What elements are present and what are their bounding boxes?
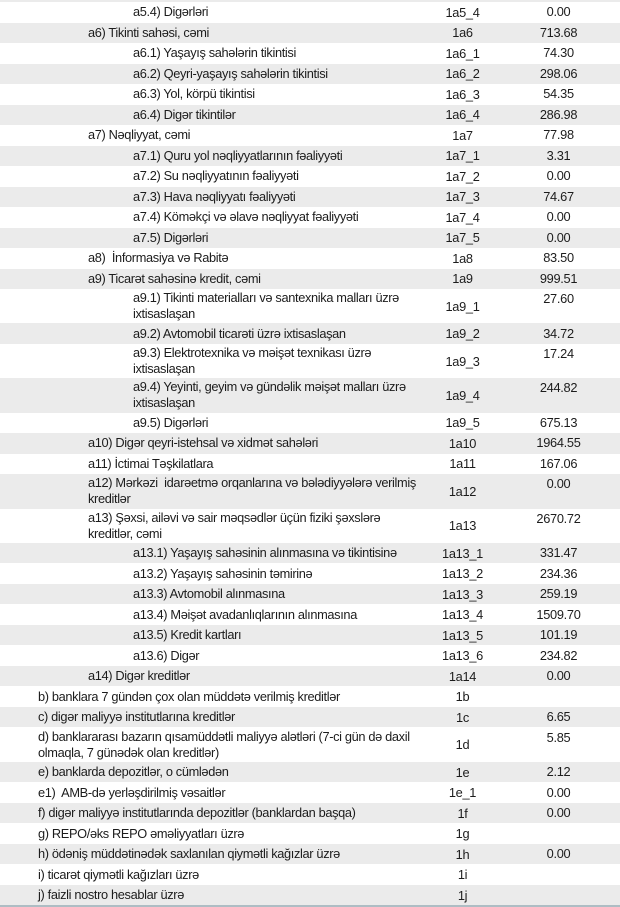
row-label: h) ödəniş müddətinədək saxlanılan qiymətli kağızlar üzrə xyxy=(38,846,340,862)
row-value: 34.72 xyxy=(543,325,574,341)
table-row xyxy=(0,563,620,584)
row-code: 1a6_3 xyxy=(445,86,480,102)
row-label: a5.4) Digərləri xyxy=(133,4,209,20)
row-label: a7.2) Su nəqliyyatının fəaliyyəti xyxy=(133,168,299,184)
table-row xyxy=(0,207,620,228)
row-label: a9) Ticarət sahəsinə kredit, cəmi xyxy=(88,270,261,286)
table-row xyxy=(0,146,620,167)
row-code: 1a14 xyxy=(448,668,477,684)
row-label: j) faizli nostro hesablar üzrə xyxy=(38,887,184,903)
row-label: f) digər maliyyə institutlarında depozitlər (banklardan başqa) xyxy=(38,805,356,821)
row-label: e1) AMB-də yerləşdirilmiş vəsaitlər xyxy=(38,784,226,800)
row-label: a7.5) Digərləri xyxy=(133,229,209,245)
table-row xyxy=(0,864,620,885)
table-row xyxy=(0,844,620,865)
row-code: 1a13_2 xyxy=(442,566,483,582)
row-label: a13.1) Yaşayış sahəsinin alınmasına və tikintisinə xyxy=(133,545,397,561)
row-label: g) REPO/əks REPO əməliyyatları üzrə xyxy=(38,825,245,841)
row-value: 234.36 xyxy=(539,565,578,581)
row-value: 331.47 xyxy=(539,545,578,561)
row-value: 259.19 xyxy=(539,586,578,602)
row-value: 0.00 xyxy=(546,168,571,184)
table-row xyxy=(0,23,620,44)
row-code: 1a9_4 xyxy=(445,387,480,403)
row-label: a13.3) Avtomobil alınmasına xyxy=(133,586,285,602)
row-code: 1a11 xyxy=(449,456,476,472)
table-row xyxy=(0,885,620,906)
row-value: 77.98 xyxy=(543,127,574,143)
row-value: 74.30 xyxy=(543,45,574,61)
row-label: a13.2) Yaşayış sahəsinin təmirinə xyxy=(133,565,313,581)
row-value xyxy=(497,823,620,844)
row-value: 713.68 xyxy=(539,24,578,40)
row-value: 0.00 xyxy=(546,476,571,492)
row-value: 27.60 xyxy=(543,291,574,307)
table-row xyxy=(0,378,620,412)
table-row xyxy=(0,686,620,707)
row-value: 2670.72 xyxy=(536,510,581,526)
row-value: 101.19 xyxy=(539,627,578,643)
table-row xyxy=(0,344,620,378)
row-label: i) ticarət qiymətli kağızları üzrə xyxy=(38,866,199,882)
row-value: 3.31 xyxy=(546,147,571,163)
row-code: 1a13_3 xyxy=(442,586,483,602)
row-value: 2.12 xyxy=(546,764,571,780)
row-label: a7.4) Köməkçi və əlavə nəqliyyat fəaliyyəti xyxy=(133,209,359,225)
row-code: 1f xyxy=(457,805,468,821)
row-value: 0.00 xyxy=(546,668,571,684)
row-label: b) banklara 7 gündən çox olan müddətə verilmiş kreditlər xyxy=(38,688,340,704)
row-label: a14) Digər kreditlər xyxy=(88,668,190,684)
row-label: a13.5) Kredit kartları xyxy=(133,627,242,643)
table-row xyxy=(0,228,620,249)
table-row xyxy=(0,584,620,605)
row-value: 5.85 xyxy=(546,729,571,745)
table-row xyxy=(0,323,620,344)
row-code: 1c xyxy=(456,709,469,725)
row-code: 1a6 xyxy=(452,25,473,41)
row-code: 1a6_2 xyxy=(445,66,480,82)
row-code: 1e_1 xyxy=(448,785,477,801)
row-code: 1a6_4 xyxy=(445,107,480,123)
row-value: 0.00 xyxy=(546,805,571,821)
row-value: 234.82 xyxy=(539,647,578,663)
row-code: 1b xyxy=(455,689,470,705)
row-value: 0.00 xyxy=(546,209,571,225)
row-label: a9.1) Tikinti materialları və santexnika malları üzrə ixtisaslaşan xyxy=(133,290,403,322)
row-value: 54.35 xyxy=(543,86,574,102)
table-row xyxy=(0,248,620,269)
row-value: 0.00 xyxy=(546,229,571,245)
row-value: 1509.70 xyxy=(536,606,581,622)
row-code: 1h xyxy=(455,846,470,862)
row-value: 0.00 xyxy=(546,4,571,20)
row-code: 1a7_2 xyxy=(445,168,480,184)
table-row xyxy=(0,433,620,454)
row-code: 1a12 xyxy=(448,483,477,499)
row-code: 1a13 xyxy=(448,518,477,534)
table-row xyxy=(0,64,620,85)
row-value: 286.98 xyxy=(539,106,578,122)
row-value: 0.00 xyxy=(546,784,571,800)
table-row xyxy=(0,43,620,64)
table-row xyxy=(0,782,620,803)
table-row xyxy=(0,823,620,844)
row-label: a6.3) Yol, körpü tikintisi xyxy=(133,86,255,102)
row-code: 1a6_1 xyxy=(445,45,480,61)
row-code: 1a9_5 xyxy=(445,415,480,431)
row-label: a6) Tikinti sahəsi, cəmi xyxy=(88,24,210,40)
row-label: a13.4) Məişət avadanlıqlarının alınmasına xyxy=(133,606,357,622)
row-code: 1a9_2 xyxy=(445,326,480,342)
row-code: 1a5_4 xyxy=(445,4,480,20)
row-label: a8) İnformasiya və Rabitə xyxy=(88,250,229,266)
table-row xyxy=(0,707,620,728)
table-row xyxy=(0,645,620,666)
table-row xyxy=(0,803,620,824)
table-rows xyxy=(0,2,620,905)
row-value: 83.50 xyxy=(543,250,574,266)
row-code: 1a8 xyxy=(452,250,473,266)
row-value xyxy=(497,885,620,906)
table-row xyxy=(0,413,620,434)
row-value: 1964.55 xyxy=(536,435,581,451)
row-label: e) banklarda depozitlər, o cümlədən xyxy=(38,764,229,780)
table-row xyxy=(0,543,620,564)
row-value: 999.51 xyxy=(539,270,578,286)
table-row xyxy=(0,762,620,783)
row-label: a6.4) Digər tikintilər xyxy=(133,106,236,122)
row-label: a9.5) Digərləri xyxy=(133,414,209,430)
row-label: a9.2) Avtomobil ticarəti üzrə ixtisaslaşan xyxy=(133,325,346,341)
row-code: 1e xyxy=(455,764,470,780)
row-value: 17.24 xyxy=(543,346,574,362)
row-code: 1a7_1 xyxy=(445,148,480,164)
row-label: d) banklararası bazarın qısamüddətli maliyyə alətləri (7-ci gün də daxil olmaqla, 7 günədək olan kreditlər) xyxy=(38,728,413,760)
table-row xyxy=(0,166,620,187)
row-value: 298.06 xyxy=(539,65,578,81)
row-code: 1a9_3 xyxy=(445,353,480,369)
row-code: 1g xyxy=(455,826,470,842)
row-label: a11) İctimai Təşkilatlara xyxy=(88,455,214,471)
row-code: 1a13_6 xyxy=(442,648,483,664)
row-value: 244.82 xyxy=(539,380,578,396)
row-code: 1j xyxy=(457,887,468,903)
row-code: 1a7 xyxy=(452,127,473,143)
row-code: 1a9 xyxy=(452,271,473,287)
table-row xyxy=(0,269,620,290)
row-value: 167.06 xyxy=(539,455,578,471)
row-label: a13) Şəxsi, ailəvi və sair məqsədlər üçün fiziki şəxslərə kreditlər, cəmi xyxy=(88,509,384,541)
table-row xyxy=(0,625,620,646)
row-label: a7) Nəqliyyat, cəmi xyxy=(88,127,191,143)
table-row xyxy=(0,84,620,105)
row-value: 675.13 xyxy=(539,414,578,430)
row-code: 1a13_4 xyxy=(442,607,483,623)
row-label: a7.3) Hava nəqliyyatı fəaliyyəti xyxy=(133,188,296,204)
row-label: a6.1) Yaşayış sahələrin tikintisi xyxy=(133,45,296,61)
row-label: a6.2) Qeyri-yaşayış sahələrin tikintisi xyxy=(133,65,328,81)
row-code: 1a7_3 xyxy=(445,189,480,205)
table-row xyxy=(0,454,620,475)
row-code: 1a10 xyxy=(448,435,477,451)
row-code: 1a13_1 xyxy=(442,545,483,561)
table-row xyxy=(0,125,620,146)
row-code: 1i xyxy=(457,867,468,883)
row-code: 1a7_4 xyxy=(445,209,480,225)
row-label: c) digər maliyyə institutlarına kreditlər xyxy=(38,709,235,725)
table-row xyxy=(0,2,620,23)
row-label: a10) Digər qeyri-istehsal və xidmət sahələri xyxy=(88,435,318,451)
row-label: a12) Mərkəzi idarəetmə orqanlarına və bələdiyyələrə verilmiş kreditlər xyxy=(88,475,420,507)
table-row xyxy=(0,289,620,323)
table-row xyxy=(0,187,620,208)
row-label: a7.1) Quru yol nəqliyyatlarının fəaliyyəti xyxy=(133,147,343,163)
table-row xyxy=(0,727,620,761)
row-value xyxy=(497,686,620,707)
row-label: a13.6) Digər xyxy=(133,647,200,663)
row-value: 74.67 xyxy=(543,188,574,204)
row-code: 1d xyxy=(455,737,470,753)
table-row xyxy=(0,474,620,508)
row-label: a9.4) Yeyinti, geyim və gündəlik məişət malları üzrə ixtisaslaşan xyxy=(133,379,409,411)
row-code: 1a13_5 xyxy=(442,627,483,643)
table-row xyxy=(0,509,620,543)
table-row xyxy=(0,105,620,126)
row-value xyxy=(497,864,620,885)
row-value: 6.65 xyxy=(546,709,571,725)
table-row xyxy=(0,604,620,625)
row-code: 1a9_1 xyxy=(445,298,480,314)
row-label: a9.3) Elektrotexnika və məişət texnikası üzrə ixtisaslaşan xyxy=(133,345,375,377)
row-value: 0.00 xyxy=(546,846,571,862)
row-code: 1a7_5 xyxy=(445,230,480,246)
table-row xyxy=(0,666,620,687)
